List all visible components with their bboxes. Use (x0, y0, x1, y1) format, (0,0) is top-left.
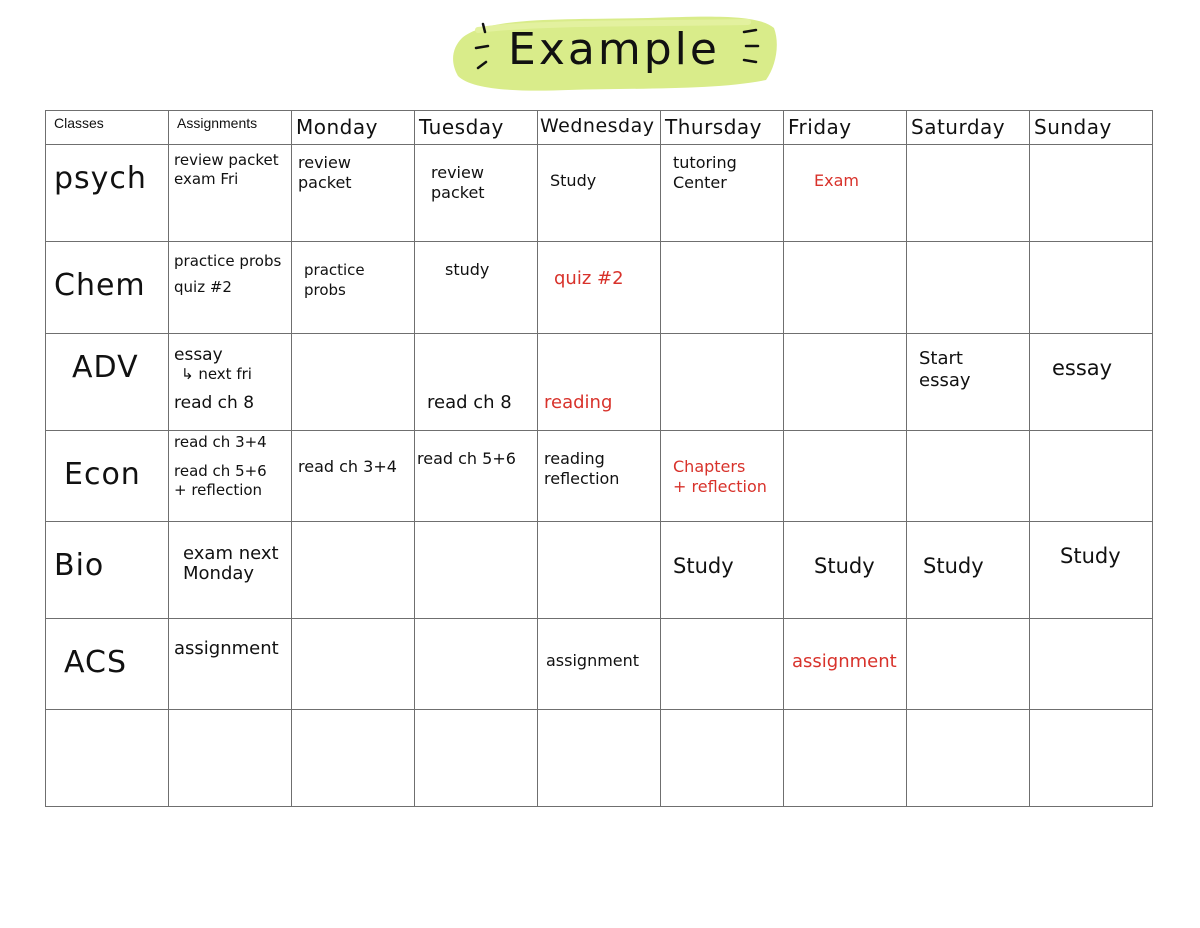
day-cell[interactable] (907, 710, 1030, 807)
day-cell[interactable] (1030, 619, 1153, 710)
page-title: Example (508, 24, 720, 75)
day-cell[interactable] (1030, 431, 1153, 522)
day-cell[interactable] (292, 710, 415, 807)
class-cell[interactable]: ACS (46, 619, 169, 710)
day-cell[interactable] (292, 334, 415, 431)
header-classes: Classes (46, 111, 169, 145)
header-friday: Friday (784, 111, 907, 145)
table-row (46, 619, 1153, 710)
day-cell[interactable] (292, 522, 415, 619)
class-cell[interactable]: psych (46, 145, 169, 242)
day-cell[interactable]: Exam (784, 145, 907, 242)
assignment-cell[interactable]: practice probs quiz #2 (169, 242, 292, 334)
class-cell[interactable] (46, 710, 169, 807)
header-sunday: Sunday (1030, 111, 1153, 145)
day-cell[interactable] (1030, 145, 1153, 242)
day-cell[interactable]: Start essay (907, 334, 1030, 431)
day-cell[interactable]: study (415, 242, 538, 334)
sparkle-right-icon (738, 10, 768, 92)
day-cell[interactable] (292, 619, 415, 710)
day-cell[interactable] (907, 145, 1030, 242)
day-cell[interactable] (415, 522, 538, 619)
day-cell[interactable] (661, 334, 784, 431)
day-cell[interactable] (1030, 710, 1153, 807)
day-cell[interactable]: reading reflection (538, 431, 661, 522)
table-row (46, 334, 1153, 431)
header-wednesday: Wednesday (538, 111, 661, 145)
day-cell[interactable] (661, 710, 784, 807)
class-cell[interactable]: Bio (46, 522, 169, 619)
day-cell[interactable] (784, 431, 907, 522)
day-cell[interactable]: read ch 5+6 (415, 431, 538, 522)
assignment-cell[interactable] (169, 710, 292, 807)
assignment-cell[interactable]: exam next Monday (169, 522, 292, 619)
day-cell[interactable] (415, 619, 538, 710)
day-cell[interactable]: Study (661, 522, 784, 619)
assignment-cell[interactable]: review packet exam Fri (169, 145, 292, 242)
day-cell[interactable] (661, 242, 784, 334)
assignment-cell[interactable]: read ch 3+4 read ch 5+6 + reflection (169, 431, 292, 522)
table-row (46, 242, 1153, 334)
day-cell[interactable] (784, 710, 907, 807)
day-cell[interactable]: reading (538, 334, 661, 431)
assignment-cell[interactable]: essay ↳ next fri read ch 8 (169, 334, 292, 431)
day-cell[interactable] (784, 242, 907, 334)
day-cell[interactable]: Study (538, 145, 661, 242)
day-cell[interactable] (538, 710, 661, 807)
day-cell[interactable]: Chapters + reflection (661, 431, 784, 522)
day-cell[interactable] (415, 710, 538, 807)
day-cell[interactable]: review packet (415, 145, 538, 242)
header-monday: Monday (292, 111, 415, 145)
table-row (46, 431, 1153, 522)
day-cell[interactable]: quiz #2 (538, 242, 661, 334)
header-thursday: Thursday (661, 111, 784, 145)
day-cell[interactable]: review packet (292, 145, 415, 242)
day-cell[interactable]: practice probs (292, 242, 415, 334)
header-assignments: Assignments (169, 111, 292, 145)
header-tuesday: Tuesday (415, 111, 538, 145)
day-cell[interactable]: Study (784, 522, 907, 619)
header-saturday: Saturday (907, 111, 1030, 145)
day-cell[interactable] (661, 619, 784, 710)
day-cell[interactable] (907, 619, 1030, 710)
day-cell[interactable]: assignment (538, 619, 661, 710)
table-row (46, 522, 1153, 619)
day-cell[interactable]: Study (907, 522, 1030, 619)
table-row (46, 145, 1153, 242)
day-cell[interactable]: essay (1030, 334, 1153, 431)
header-row (46, 111, 1153, 145)
class-cell[interactable]: Econ (46, 431, 169, 522)
day-cell[interactable] (907, 242, 1030, 334)
table-row (46, 710, 1153, 807)
title-banner (448, 10, 780, 92)
assignment-cell[interactable]: assignment (169, 619, 292, 710)
day-cell[interactable]: tutoring Center (661, 145, 784, 242)
day-cell[interactable]: read ch 8 (415, 334, 538, 431)
day-cell[interactable]: Study (1030, 522, 1153, 619)
day-cell[interactable]: assignment (784, 619, 907, 710)
day-cell[interactable]: read ch 3+4 (292, 431, 415, 522)
day-cell[interactable] (784, 334, 907, 431)
class-cell[interactable]: Chem (46, 242, 169, 334)
day-cell[interactable] (1030, 242, 1153, 334)
day-cell[interactable] (907, 431, 1030, 522)
class-cell[interactable]: ADV (46, 334, 169, 431)
day-cell[interactable] (538, 522, 661, 619)
weekly-planner-table (45, 110, 1153, 807)
